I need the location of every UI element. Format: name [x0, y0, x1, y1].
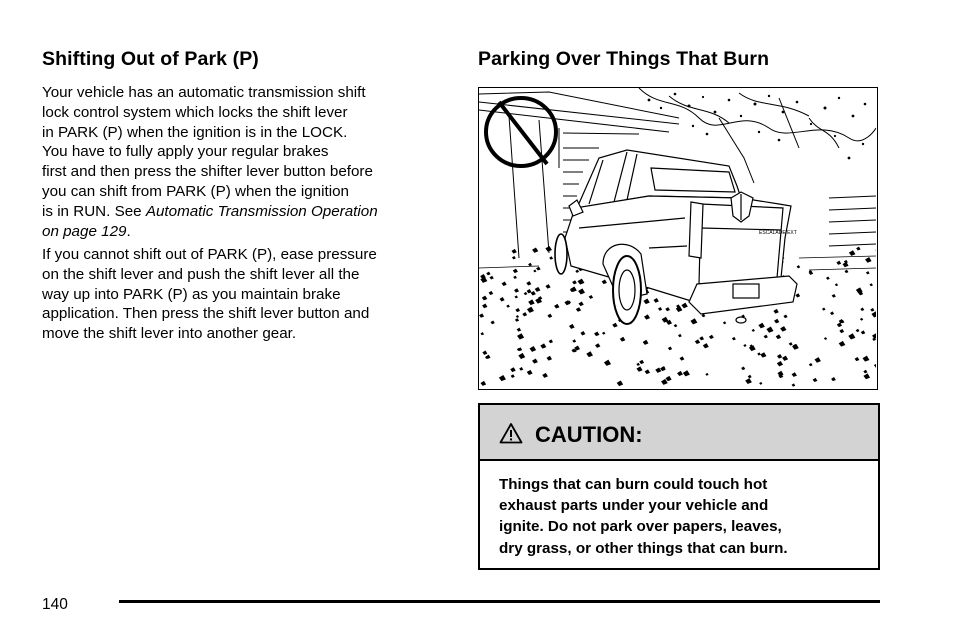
leaf	[777, 354, 782, 359]
leaf	[482, 296, 488, 301]
text-line: dry grass, or other things that can burn.	[499, 539, 788, 557]
leaf	[839, 329, 844, 333]
caution-box	[478, 403, 880, 570]
leaf	[502, 281, 507, 286]
leaf	[527, 289, 532, 293]
leaf	[517, 328, 522, 332]
leaf	[666, 376, 672, 381]
leaf	[500, 297, 505, 301]
leaf	[511, 249, 516, 254]
leaf	[532, 358, 538, 363]
leaf	[815, 357, 821, 363]
leaf	[837, 323, 842, 328]
leaf	[569, 324, 575, 329]
leaf	[535, 287, 541, 292]
leaf	[695, 339, 700, 344]
leaf	[849, 250, 856, 256]
leaf	[752, 329, 755, 332]
leaf	[674, 324, 678, 327]
shift-lock-paragraph	[42, 83, 378, 241]
text-line	[42, 202, 378, 222]
footer-rule	[119, 600, 880, 603]
leaf	[759, 382, 762, 385]
page-number: 140	[42, 596, 68, 613]
leaf	[499, 375, 506, 381]
leaf	[860, 318, 863, 321]
leaf	[705, 373, 708, 376]
text-line: application. Then press the shift lever button and	[42, 305, 370, 323]
leaf	[773, 309, 778, 314]
leaf	[836, 261, 841, 265]
text-line: on the shift lever and push the shift lever all the	[42, 265, 360, 283]
leaf	[636, 366, 642, 371]
leaf	[536, 267, 541, 271]
leaf	[533, 270, 536, 273]
leaf	[822, 308, 826, 311]
leaf	[545, 246, 552, 252]
leaf	[777, 371, 783, 376]
foliage-specks	[648, 93, 867, 160]
leaf	[680, 356, 685, 360]
prohibition-symbol	[486, 98, 556, 166]
leaf	[513, 276, 517, 279]
leaf	[577, 279, 584, 285]
warning-triangle-icon	[499, 422, 523, 444]
leaf	[490, 276, 494, 280]
leaf	[795, 293, 800, 297]
text-line: You have to fully apply your regular brakes	[42, 143, 329, 161]
leaf	[677, 371, 683, 376]
leaf	[797, 265, 801, 268]
leaf	[612, 323, 617, 328]
leaf	[874, 363, 876, 368]
leaf	[703, 343, 709, 348]
leaf	[527, 307, 534, 313]
leaf	[514, 295, 518, 298]
leaf	[665, 307, 670, 311]
leaf	[856, 247, 860, 251]
leaf	[547, 356, 552, 361]
leaf	[741, 366, 745, 370]
leaf	[547, 314, 552, 318]
leaf	[524, 292, 528, 295]
leaf	[515, 318, 519, 322]
leaf	[480, 332, 484, 335]
leaf	[578, 288, 585, 294]
leaf	[526, 281, 531, 285]
leaf	[576, 307, 581, 312]
leaf	[572, 339, 576, 342]
leaf	[586, 351, 593, 357]
leaf	[832, 294, 836, 298]
section-heading-parking-over-things-that-burn: Parking Over Things That Burn	[478, 48, 770, 70]
leaf	[732, 337, 736, 340]
leaf	[860, 308, 864, 311]
leaf	[870, 308, 874, 312]
leaf	[723, 321, 726, 324]
leaf	[870, 283, 873, 286]
leaf	[620, 337, 626, 342]
leaf	[602, 280, 607, 285]
leaf	[830, 311, 834, 315]
text-line: you can shift from PARK (P) when the ignition	[42, 182, 349, 200]
leaf	[518, 353, 525, 359]
text-line	[42, 222, 378, 242]
leaf	[532, 247, 538, 252]
leaf	[699, 336, 704, 340]
leaf	[506, 304, 510, 307]
leaf	[871, 311, 876, 317]
leaf	[575, 270, 579, 273]
leaf	[855, 357, 860, 361]
leaf	[757, 352, 761, 355]
leaf	[749, 345, 756, 351]
leaf	[653, 298, 658, 303]
truck-on-leaves-drawing	[479, 88, 876, 388]
leaf	[517, 333, 524, 339]
text-line: way up into PARK (P) as you maintain brake	[42, 285, 341, 303]
leaf	[777, 361, 783, 366]
leaf	[831, 377, 836, 381]
leaf	[809, 363, 813, 366]
leaf	[542, 373, 548, 378]
leaf	[661, 379, 668, 385]
leaf	[862, 356, 869, 362]
leaf	[758, 323, 764, 329]
leaf	[780, 326, 786, 331]
leaf	[861, 330, 866, 334]
leaf	[516, 315, 519, 318]
leaf	[531, 291, 536, 296]
text-line: move the shift lever into another gear.	[42, 325, 297, 343]
parking-illustration	[478, 87, 878, 390]
leaf	[863, 373, 870, 379]
leaf	[658, 307, 662, 311]
leaf	[643, 299, 649, 305]
leaf	[482, 304, 487, 309]
leaf	[826, 276, 830, 279]
leaf	[824, 337, 827, 340]
caution-header	[480, 405, 878, 461]
leaf	[480, 381, 486, 386]
leaf	[792, 383, 796, 386]
leaf	[865, 257, 872, 263]
leaf	[489, 291, 494, 295]
leaf	[512, 256, 516, 259]
text-line: lock control system which locks the shift lever	[42, 103, 348, 121]
leaf	[644, 314, 650, 319]
leaf	[645, 369, 650, 374]
leaf	[863, 370, 867, 374]
leaf	[792, 372, 797, 377]
text-line: ignite. Do not park over papers, leaves,	[499, 518, 782, 536]
leaf	[549, 339, 553, 343]
leaf	[513, 269, 518, 273]
leaf	[743, 344, 746, 347]
text-segment: is in RUN. See	[42, 202, 146, 220]
leaf	[527, 370, 533, 375]
leaf	[760, 352, 766, 357]
text-line: in PARK (P) when the ignition is in the LOCK.	[42, 123, 348, 141]
leaf	[745, 378, 752, 384]
text-segment: .	[126, 222, 131, 240]
leaf	[511, 374, 515, 378]
leaf	[486, 272, 490, 276]
caution-title: CAUTION:	[535, 422, 643, 447]
leaf	[774, 319, 779, 324]
text-line: exhaust parts under your vehicle and	[499, 497, 769, 515]
leaf	[594, 331, 599, 336]
text-line: first and then press the shifter lever button before	[42, 163, 373, 181]
leaf	[866, 271, 870, 274]
leaf	[813, 378, 818, 382]
leaf	[839, 341, 846, 347]
leaf	[639, 360, 644, 364]
leaf	[683, 370, 690, 376]
leaf	[482, 350, 487, 354]
leaf	[514, 288, 519, 292]
leaf	[844, 270, 848, 273]
leaf	[510, 367, 516, 372]
leaf	[522, 312, 527, 316]
text-line: If you cannot shift out of PARK (P), ease pressure	[42, 246, 377, 263]
leaf	[668, 346, 672, 350]
leaf	[545, 284, 550, 289]
leaf	[528, 299, 535, 305]
leaf	[519, 367, 523, 371]
leaf	[490, 320, 494, 324]
leaf	[709, 335, 714, 339]
section-heading-shifting-out-of-park: Shifting Out of Park (P)	[42, 48, 259, 70]
leaf	[843, 262, 849, 267]
text-line: Things that can burn could touch hot	[499, 476, 768, 493]
caution-text	[499, 474, 788, 559]
leaf	[528, 263, 532, 266]
leaf	[540, 343, 546, 348]
leaf	[764, 335, 768, 339]
leaf	[643, 340, 649, 345]
cross-reference-link[interactable]: Automatic Transmission Operation	[145, 202, 378, 220]
leaf	[602, 332, 605, 335]
leaf	[766, 327, 773, 333]
leaf	[636, 363, 640, 366]
leaf	[789, 342, 793, 346]
leaf	[783, 314, 787, 318]
leaf	[595, 343, 600, 348]
leaf	[479, 313, 484, 317]
leaf	[748, 375, 752, 378]
leaf	[554, 304, 559, 309]
leaf	[515, 308, 520, 312]
truck-badge: ESCALADE EXT	[759, 230, 797, 236]
text-line: Your vehicle has an automatic transmission shift	[42, 84, 366, 101]
leaf	[589, 295, 593, 299]
leaf	[782, 356, 788, 361]
leaf	[617, 380, 623, 386]
leaf	[792, 344, 799, 350]
leaf	[681, 303, 687, 309]
leaf	[690, 318, 697, 324]
leaf	[856, 329, 860, 332]
leaf	[579, 302, 584, 307]
leaf	[604, 360, 611, 366]
cannot-shift-paragraph	[42, 245, 377, 344]
leaf	[875, 249, 876, 252]
leaf	[549, 256, 553, 259]
leaf	[572, 280, 577, 284]
leaf	[678, 334, 682, 337]
leaf	[530, 346, 537, 352]
leaf	[835, 283, 838, 286]
leaf	[848, 333, 855, 339]
cross-reference-page[interactable]: on page 129	[42, 222, 127, 240]
leaf	[776, 334, 781, 339]
